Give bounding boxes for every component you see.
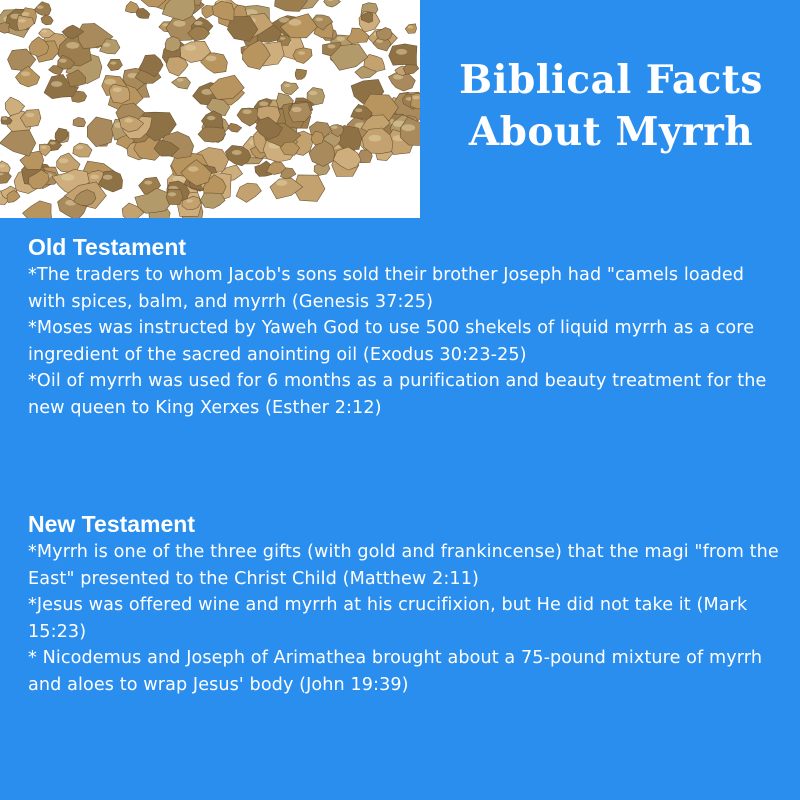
resin-highlight — [173, 20, 185, 26]
new-testament-fact-1: *Myrrh is one of the three gifts (with gold and frankincense) that the magi "from the East" presented to the Christ Child (Matthew 2:11) — [28, 542, 779, 589]
resin-highlight — [61, 174, 74, 181]
resin-piece — [166, 57, 188, 76]
resin-highlight — [331, 126, 337, 129]
resin-highlight — [328, 44, 336, 48]
resin-highlight — [185, 45, 197, 51]
resin-piece — [34, 2, 51, 16]
resin-highlight — [298, 51, 305, 55]
resin-highlight — [41, 146, 47, 149]
resin-highlight — [207, 116, 215, 120]
resin-highlight — [276, 180, 287, 186]
resin-highlight — [21, 12, 29, 16]
page-title — [428, 54, 794, 158]
resin-piece — [411, 93, 420, 109]
resin-piece — [293, 48, 312, 64]
resin-piece — [57, 153, 80, 172]
myrrh-resin-image — [0, 0, 420, 218]
old-testament-section — [28, 232, 786, 422]
resin-piece — [166, 189, 183, 204]
resin-highlight — [103, 43, 111, 47]
resin-piece — [405, 24, 416, 34]
resin-highlight — [59, 158, 69, 163]
resin-highlight — [18, 19, 25, 23]
title-line-1: Biblical Facts — [459, 57, 763, 103]
resin-highlight — [168, 192, 176, 196]
resin-highlight — [369, 135, 382, 142]
resin-piece — [73, 117, 86, 126]
resin-highlight — [104, 79, 116, 85]
resin-highlight — [232, 150, 242, 155]
resin-highlight — [66, 42, 79, 49]
resin-piece — [0, 130, 36, 156]
resin-highlight — [194, 21, 202, 25]
resin-piece — [73, 143, 92, 157]
resin-piece — [281, 82, 298, 95]
resin-highlight — [259, 101, 268, 106]
resin-piece — [41, 15, 53, 25]
resin-highlight — [113, 88, 122, 93]
resin-highlight — [90, 175, 99, 179]
resin-piece — [17, 15, 34, 30]
resin-highlight — [26, 113, 35, 117]
resin-highlight — [396, 49, 407, 55]
new-testament-heading: New Testament — [28, 511, 196, 537]
resin-piece — [0, 23, 10, 34]
resin-highlight — [337, 37, 345, 41]
resin-highlight — [188, 166, 199, 171]
resin-highlight — [41, 30, 47, 33]
resin-piece — [275, 0, 308, 12]
new-testament-fact-3: * Nicodemus and Joseph of Arimathea brought about a 75-pound mixture of myrrh and aloes to wrap Jesus' body (John 19:39) — [28, 648, 763, 695]
resin-highlight — [21, 71, 30, 76]
resin-piece — [228, 123, 242, 132]
resin-highlight — [103, 175, 113, 180]
resin-highlight — [2, 117, 7, 120]
resin-highlight — [402, 124, 416, 131]
old-testament-fact-3: *Oil of myrrh was used for 6 months as a purification and beauty treatment for the new queen to King Xerxes (Esther 2:12) — [28, 371, 767, 418]
resin-highlight — [280, 37, 285, 40]
resin-highlight — [284, 84, 290, 87]
myrrh-photo — [0, 0, 420, 218]
old-testament-fact-1: *The traders to whom Jacob's sons sold their brother Joseph had "camels loaded with spices, balm, and myrrh (Genesis 37:25) — [28, 265, 745, 312]
resin-highlight — [51, 81, 62, 87]
resin-highlight — [59, 59, 67, 63]
resin-highlight — [144, 181, 152, 185]
resin-piece — [165, 36, 181, 52]
resin-piece — [324, 0, 341, 7]
resin-highlight — [37, 6, 44, 9]
old-testament-heading: Old Testament — [28, 234, 187, 260]
new-testament-section — [28, 509, 786, 699]
resin-piece — [136, 8, 150, 18]
resin-highlight — [292, 107, 302, 112]
resin-piece — [23, 201, 53, 218]
resin-highlight — [110, 62, 116, 65]
resin-piece — [295, 69, 306, 79]
resin-piece — [236, 183, 261, 202]
resin-highlight — [309, 91, 317, 95]
title-line-2: About Myrrh — [468, 109, 754, 155]
resin-highlight — [316, 18, 323, 22]
resin-highlight — [355, 108, 362, 112]
resin-highlight — [50, 142, 56, 145]
resin-piece — [87, 117, 113, 147]
resin-highlight — [186, 199, 193, 202]
resin-highlight — [76, 145, 84, 149]
resin-highlight — [243, 110, 252, 115]
resin-highlight — [289, 19, 302, 26]
resin-highlight — [125, 118, 133, 122]
old-testament-fact-2: *Moses was instructed by Yaweh God to use 500 shekels of liquid myrrh as a core ingredient of the sacred anointing oil (Exodus 30:23-25) — [28, 318, 755, 365]
resin-highlight — [206, 56, 217, 62]
resin-piece — [201, 193, 226, 209]
resin-highlight — [413, 96, 420, 100]
new-testament-fact-2: *Jesus was offered wine and myrrh at his crucifixion, but He did not take it (Mark 15:23) — [28, 595, 748, 642]
resin-highlight — [408, 26, 413, 29]
resin-highlight — [177, 78, 184, 82]
resin-piece — [107, 59, 122, 70]
